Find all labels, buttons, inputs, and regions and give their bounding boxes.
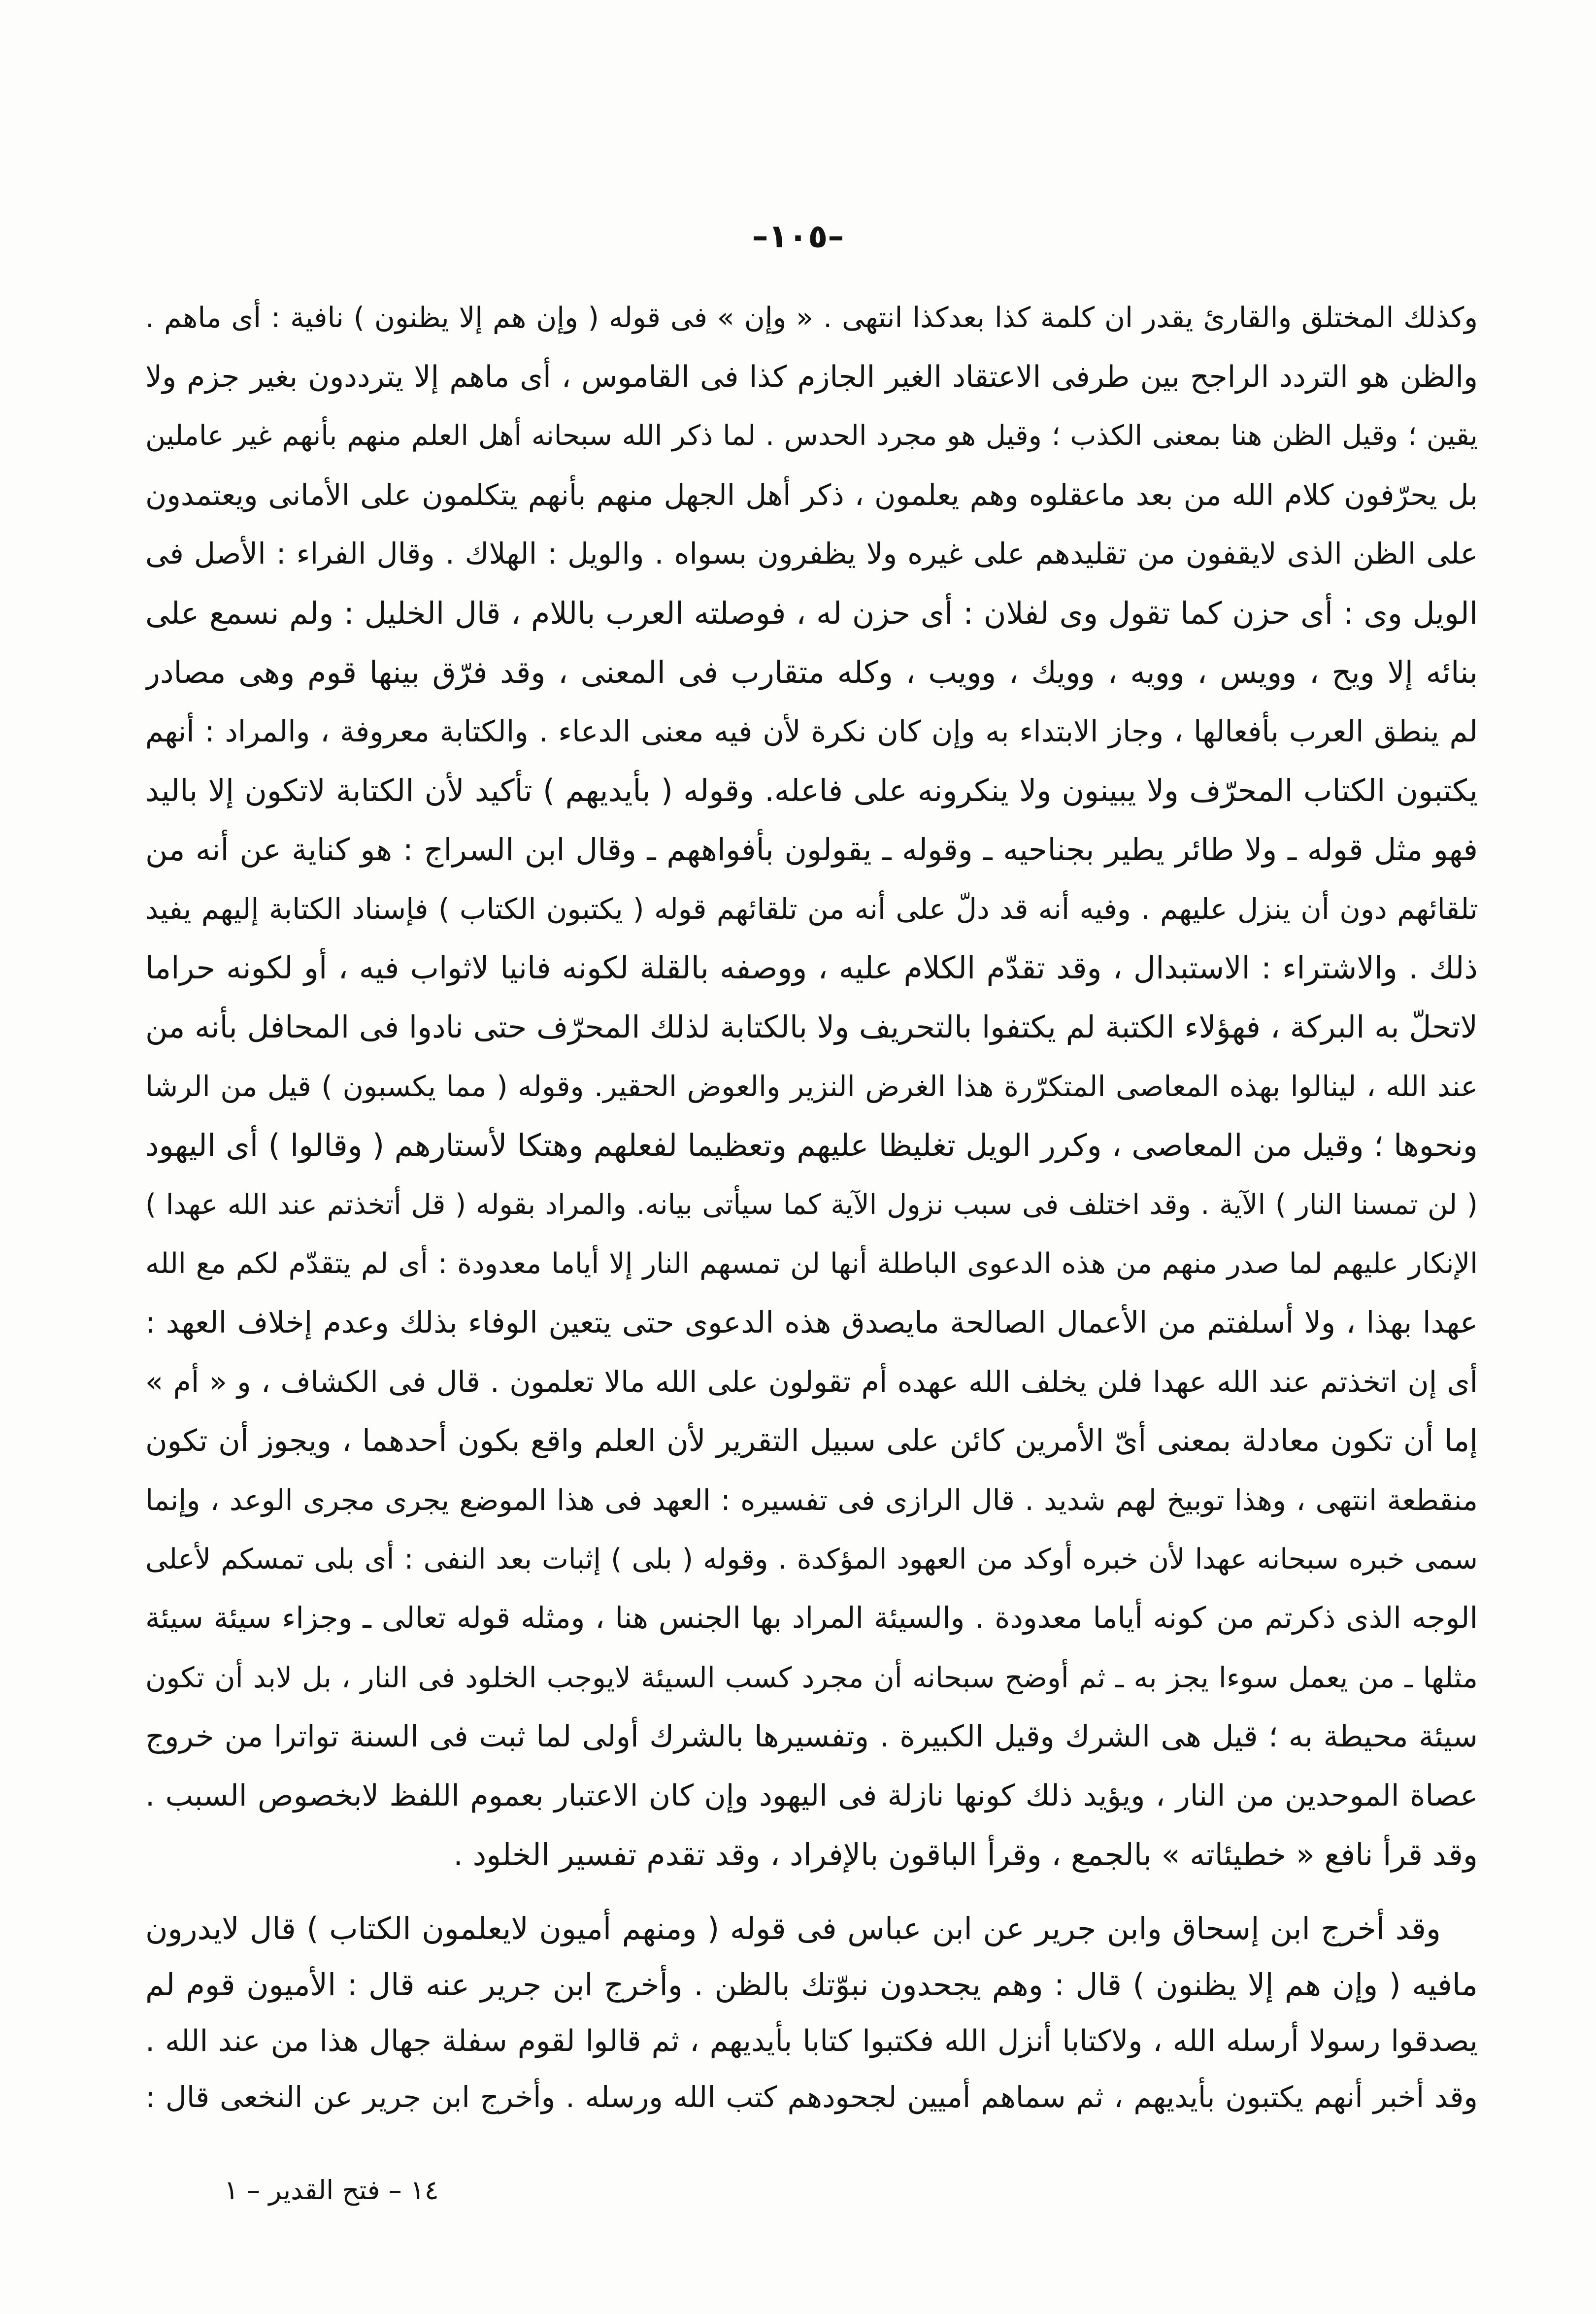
text-line: الويل وى : أى حزن كما تقول وى لفلان : أى حزن له ، فوصلته العرب باللام ، قال الخليل : ولم نسمع على — [145, 595, 1478, 631]
page-number: –١٠٥– — [752, 217, 844, 255]
text-line: سيئة محيطة به ؛ قيل هى الشرك وقيل الكبيرة . وتفسيرها بالشرك أولى لما ثبت فى السنة تواترا من خروج — [145, 1719, 1478, 1754]
page-footer: ١٤ – فتح القدير – ١ — [224, 2175, 439, 2206]
text-line: منقطعة انتهى ، وهذا توبيخ لهم شديد . قال الرازى فى تفسيره : العهد فى هذا الموضع يجرى مجرى الوعد ، وإنما — [145, 1483, 1478, 1517]
text-line: وقد أخبر أنهم يكتبون بأيديهم ، ثم سماهم أميين لجحودهم كتب الله ورسله . وأخرج ابن جرير عن النخعى قال : — [145, 2080, 1478, 2114]
text-line: سمى خبره سبحانه عهدا لأن خبره أوكد من العهود المؤكدة . وقوله ( بلى ) إثبات بعد النفى : أى بلى تمسكم لأعلى — [145, 1543, 1478, 1576]
text-line: ونحوها ؛ وقيل من المعاصى ، وكرر الويل تغليظا عليهم وتعظيما لفعلهم وهتكا لأستارهم ( وقالوا ) أى اليهود — [145, 1127, 1478, 1163]
text-line: وكذلك المختلق والقارئ يقدر ان كلمة كذا بعدكذا انتهى . « وإن » فى قوله ( وإن هم إلا يظنون ) نافية : أى ماهم . — [145, 301, 1478, 334]
text-line: ( لن تمسنا النار ) الآية . وقد اختلف فى سبب نزول الآية كما سيأتى بيانه. والمراد بقوله ( قل أتخذتم عند الله عهدا ) — [145, 1188, 1478, 1221]
text-line: بل يحرّفون كلام الله من بعد ماعقلوه وهم يعلمون ، ذكر أهل الجهل منهم بأنهم يتكلمون على الأمانى ويعتمدون — [145, 478, 1478, 512]
text-line: الإنكار عليهم لما صدر منهم من هذه الدعوى الباطلة أنها لن تمسهم النار إلا أياما معدودة : أى لم يتقدّم لكم مع الله — [145, 1247, 1478, 1280]
text-line: وقد أخرج ابن إسحاق وابن جرير عن ابن عباس فى قوله ( ومنهم أميون لايعلمون الكتاب ) قال لايدرون — [145, 1911, 1441, 1946]
text-line: وقد قرأ نافع « خطيئاته » بالجمع ، وقرأ الباقون بالإفراد ، وقد تقدم تفسير الخلود . — [453, 1837, 1478, 1873]
text-line: يقين ؛ وقيل الظن هنا بمعنى الكذب ؛ وقيل هو مجرد الحدس . لما ذكر الله سبحانه أهل العلم منهم بأنهم غير عاملين — [145, 420, 1478, 452]
text-line: عهدا بهذا ، ولا أسلفتم من الأعمال الصالحة مايصدق هذه الدعوى حتى يتعين الوفاء بذلك وعدم إخلاف العهد : — [145, 1306, 1478, 1340]
text-line: مافيه ( وإن هم إلا يظنون ) قال : وهم يجحدون نبوّتك بالظن . وأخرج ابن جرير عنه قال : الأميون قوم لم — [145, 1967, 1478, 2003]
text-line: عصاة الموحدين من النار ، ويؤيد ذلك كونها نازلة فى اليهود وإن كان الاعتبار بعموم اللفظ لابخصوص السبب . — [145, 1778, 1478, 1813]
text-line: مثلها ـ من يعمل سوءا يجز به ـ ثم أوضح سبحانه أن مجرد كسب السيئة لايوجب الخلود فى النار ، بل لابد أن تكون — [145, 1661, 1478, 1694]
text-line: والظن هو التردد الراجح بين طرفى الاعتقاد الغير الجازم كذا فى القاموس ، أى ماهم إلا يترددون بغير جزم ولا — [145, 360, 1478, 394]
paragraph — [145, 1901, 1478, 2125]
text-line: لاتحلّ به البركة ، فهؤلاء الكتبة لم يكتفوا بالتحريف ولا بالكتابة لذلك المحرّف حتى نادوا فى المحافل بأنه من — [145, 1009, 1478, 1045]
text-line: أى إن اتخذتم عند الله عهدا فلن يخلف الله عهده أم تقولون على الله مالا تعلمون . قال فى الكشاف ، و « أم » — [145, 1365, 1478, 1399]
text-line: إما أن تكون معادلة بمعنى أىّ الأمرين كائن على سبيل التقرير لأن العلم واقع بكون أحدهما ، ويجوز أن تكون — [145, 1424, 1478, 1458]
text-line: ذلك . والاشتراء : الاستبدال ، وقد تقدّم الكلام عليه ، ووصفه بالقلة لكونه فانيا لاثواب فيه ، أو لكونه حراما — [145, 950, 1478, 986]
text-line: عند الله ، لينالوا بهذه المعاصى المتكرّرة هذا الغرض النزير والعوض الحقير. وقوله ( مما يكسبون ) قيل من الرشا — [145, 1070, 1478, 1103]
text-line: يكتبون الكتاب المحرّف ولا يبينون ولا ينكرونه على فاعله. وقوله ( بأيديهم ) تأكيد لأن الكتابة لاتكون إلا باليد — [145, 772, 1478, 808]
text-line: الوجه الذى ذكرتم من كونه أياما معدودة . والسيئة المراد بها الجنس هنا ، ومثله قوله تعالى ـ وجزاء سيئة سيئة — [145, 1601, 1478, 1635]
text-line: يصدقوا رسولا أرسله الله ، ولاكتابا أنزل الله فكتبوا كتابا بأيديهم ، ثم قالوا لقوم سفلة جهال هذا من عند الله . — [145, 2024, 1478, 2058]
text-line: لم ينطق العرب بأفعالها ، وجاز الابتداء به وإن كان نكرة لأن فيه معنى الدعاء . والكتابة معروفة ، والمراد : أنهم — [145, 714, 1478, 748]
text-line: بنائه إلا ويح ، وويس ، وويه ، وويك ، وويب ، وكله متقارب فى المعنى ، وقد فرّق بينها قوم وهى مصادر — [145, 654, 1478, 690]
text-line: فهو مثل قوله ـ ولا طائر يطير بجناحيه ـ وقوله ـ يقولون بأفواههم ـ وقال ابن السراج : هو كناية عن أنه من — [145, 832, 1478, 868]
text-line: على الظن الذى لايقفون من تقليدهم على غيره ولا يظفرون بسواه . والويل : الهلاك . وقال الفراء : الأصل فى — [145, 537, 1478, 571]
paragraph — [145, 288, 1478, 1884]
text-line: تلقائهم دون أن ينزل عليهم . وفيه أنه قد دلّ على أنه من تلقائهم قوله ( يكتبون الكتاب ) فإسناد الكتابة إليهم يفيد — [145, 892, 1478, 926]
